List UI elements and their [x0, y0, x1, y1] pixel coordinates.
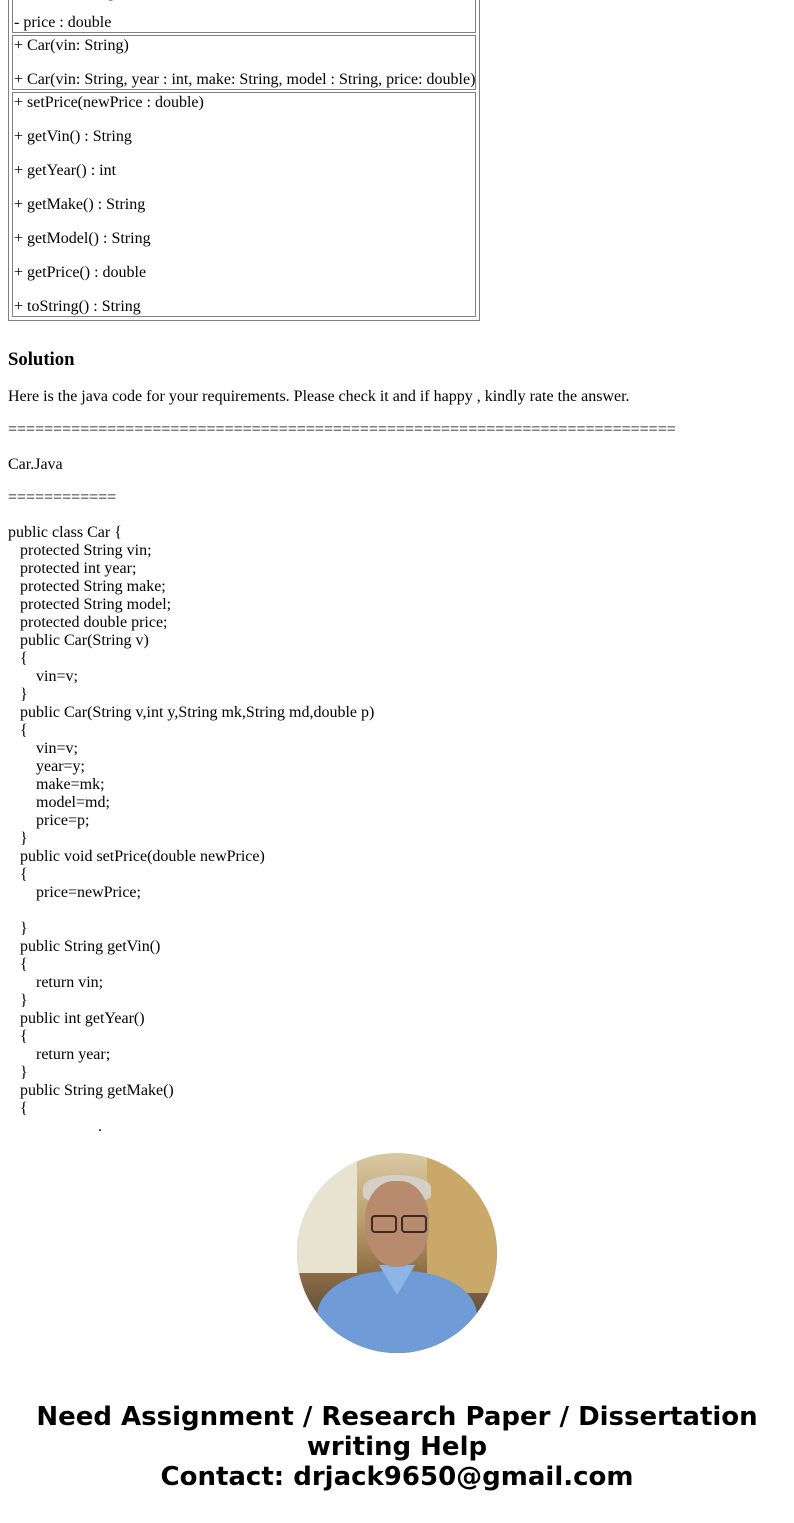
uml-method: + getModel() : String [14, 230, 151, 247]
code-line: { [20, 1028, 28, 1045]
code-line: } [20, 686, 28, 703]
code-line: { [20, 866, 28, 883]
code-line: public Car(String v) [20, 632, 149, 649]
code-filename: Car.Java [8, 456, 63, 473]
uml-class-diagram [8, 0, 480, 321]
code-line: { [20, 650, 28, 667]
separator-short: ============ [8, 489, 117, 506]
uml-method: + getYear() : int [14, 162, 117, 179]
code-line: { [20, 1100, 28, 1117]
uml-method: + setPrice(newPrice : double) [14, 94, 204, 111]
contact-banner [0, 1402, 794, 1492]
code-line: } [20, 992, 28, 1009]
banner-contact: Contact: drjack9650@gmail.com [160, 1462, 634, 1492]
code-line: { [20, 722, 28, 739]
uml-method: + getPrice() : double [14, 264, 147, 281]
code-line: } [20, 1064, 28, 1081]
code-line: . [98, 1118, 102, 1135]
code-line: { [20, 956, 28, 973]
code-line: vin=v; [36, 740, 78, 757]
author-photo [297, 1153, 497, 1353]
code-line: } [20, 920, 28, 937]
solution-intro: Here is the java code for your requirements. Please check it and if happy , kindly rate the answer. [8, 388, 630, 405]
code-line: year=y; [36, 758, 85, 775]
uml-field [14, 0, 475, 2]
banner-line: writing Help [306, 1432, 488, 1462]
code-line: protected int year; [20, 560, 137, 577]
code-line: protected String model; [20, 596, 172, 613]
separator-long: ========================================================================== [8, 421, 676, 438]
code-line: vin=v; [36, 668, 78, 685]
uml-method: + toString() : String [14, 298, 141, 315]
code-line: price=newPrice; [36, 884, 141, 901]
code-line: protected double price; [20, 614, 168, 631]
uml-constructor: + Car(vin: String) [14, 37, 129, 54]
code-line: price=p; [36, 812, 90, 829]
code-line: } [20, 830, 28, 847]
uml-fields-compartment [12, 0, 476, 33]
code-line: public void setPrice(double newPrice) [20, 848, 265, 865]
banner-line: Need Assignment / Research Paper / Dissertation [36, 1402, 758, 1432]
code-line: return vin; [36, 974, 104, 991]
code-line: public Car(String v,int y,String mk,String md,double p) [20, 704, 375, 721]
code-block [8, 524, 374, 1136]
uml-method: + getMake() : String [14, 196, 146, 213]
uml-constructor: + Car(vin: String, year : int, make: String, model : String, price: double) [14, 71, 476, 88]
uml-constructors-compartment [12, 35, 476, 90]
code-line: public String getVin() [20, 938, 161, 955]
uml-method: + getVin() : String [14, 128, 132, 145]
code-line: return year; [36, 1046, 111, 1063]
code-line: public String getMake() [20, 1082, 174, 1099]
code-line: public int getYear() [20, 1010, 145, 1027]
code-line: public class Car { [8, 524, 122, 541]
code-line: model=md; [36, 794, 110, 811]
code-line: protected String vin; [20, 542, 152, 559]
code-line: make=mk; [36, 776, 105, 793]
uml-field: - price : double [14, 14, 112, 31]
code-line [8, 902, 374, 920]
solution-heading: Solution [8, 349, 75, 370]
uml-methods-compartment [12, 92, 476, 317]
code-line: protected String make; [20, 578, 166, 595]
